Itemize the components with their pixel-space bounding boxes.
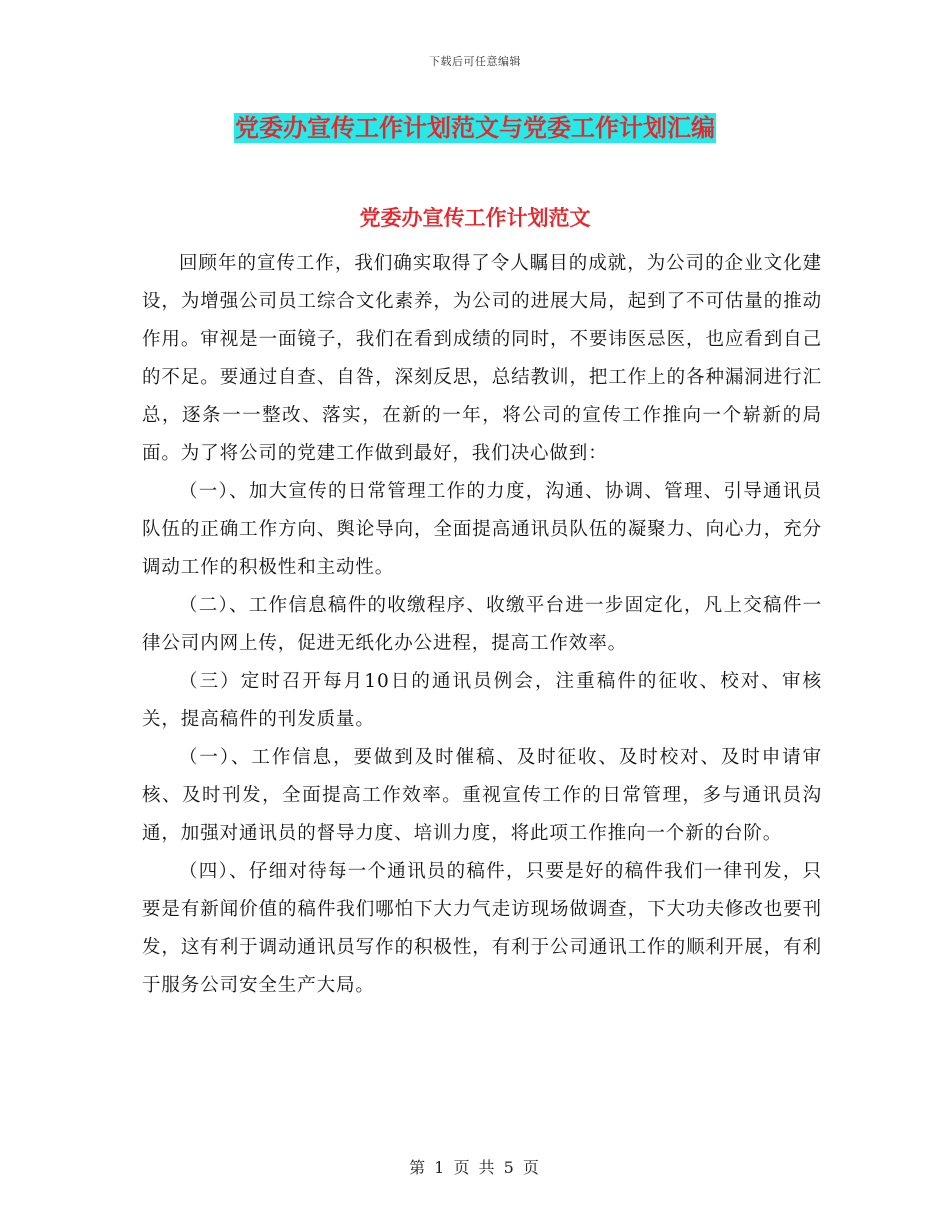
header-note: 下载后可任意编辑 (429, 55, 521, 68)
paragraph-item-3: （三）定时召开每月10日的通讯员例会，注重稿件的征收、校对、审核关，提高稿件的刊发质量。 (142, 671, 822, 730)
paragraph-item-2: （二）、工作信息稿件的收缴程序、收缴平台进一步固定化，凡上交稿件一律公司内网上传，促进无纸化办公进程，提高工作效率。 (142, 595, 822, 654)
document-body (142, 245, 822, 1005)
document-title: 党委办宣传工作计划范文与党委工作计划汇编 (235, 113, 715, 142)
paragraph-item-1b: （一）、工作信息，要做到及时催稿、及时征收、及时校对、及时申请审核、及时刊发，全面提高工作效率。重视宣传工作的日常管理，多与通讯员沟通，加强对通讯员的督导力度、培训力度，将此项工作推向一个新的台阶。 (142, 747, 822, 844)
section-title: 党委办宣传工作计划范文 (359, 205, 591, 230)
paragraph-item-4: （四）、仔细对待每一个通讯员的稿件，只要是好的稿件我们一律刊发，只要是有新闻价值的稿件我们哪怕下大力气走访现场做调查，下大功夫修改也要刊发，这有利于调动通讯员写作的积极性，有利于公司通讯工作的顺利开展，有利于服务公司安全生产大局。 (142, 861, 822, 996)
page-number-footer: 第 1 页 共 5 页 (409, 1158, 541, 1177)
paragraph-intro: 回顾年的宣传工作，我们确实取得了令人瞩目的成就，为公司的企业文化建设，为增强公司员工综合文化素养，为公司的进展大局，起到了不可估量的推动作用。审视是一面镜子，我们在看到成绩的同时，不要讳医忌医，也应看到自己的不足。要通过自查、自咎，深刻反思，总结教训，把工作上的各种漏洞进行汇总，逐条一一整改、落实，在新的一年，将公司的宣传工作推向一个崭新的局面。为了将公司的党建工作做到最好，我们决心做到： (142, 253, 822, 464)
paragraph-item-1: （一）、加大宣传的日常管理工作的力度，沟通、协调、管理、引导通讯员队伍的正确工作方向、舆论导向，全面提高通讯员队伍的凝聚力、向心力，充分调动工作的积极性和主动性。 (142, 481, 822, 578)
